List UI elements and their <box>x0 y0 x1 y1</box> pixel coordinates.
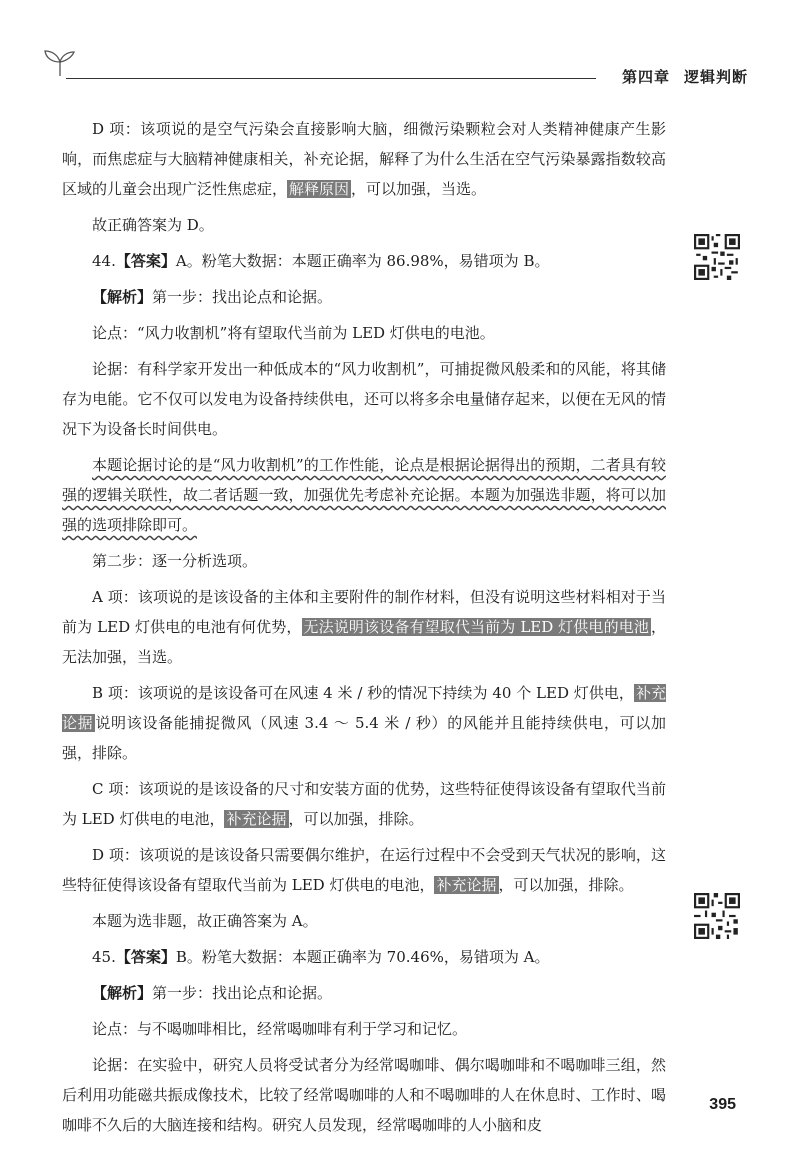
question-44-analysis: 【解析】第一步：找出论点和论据。 <box>92 288 333 306</box>
option-a: A 项：该项说的是该设备的主体和主要附件的制作材料，但没有说明这些材料相对于当前为 LED 灯供电的电池有何优势， 无法说明该设备有望取代当前为 LED 灯供电的电池 ，无法加强，当选。 <box>62 588 666 666</box>
answer-line: 故正确答案为 D。 <box>92 216 214 234</box>
argument-claim-45: 论点：与不喝咖啡相比，经常喝咖啡有利于学习和记忆。 <box>92 1020 468 1038</box>
qr-code-icon[interactable] <box>694 893 740 939</box>
page-header <box>0 0 800 100</box>
question-45-answer: 45.【答案】B。粉笔大数据：本题正确率为 70.46%，易错项为 A。 <box>92 948 550 966</box>
header-rule <box>66 78 596 79</box>
question-44-answer: 44.【答案】A。粉笔大数据：本题正确率为 86.98%，易错项为 B。 <box>92 252 550 270</box>
argument-evidence-45: 论据：在实验中，研究人员将受试者分为经常喝咖啡、偶尔喝咖啡和不喝咖啡三组，然后利用功能磁共振成像技术，比较了经常喝咖啡的人和不喝咖啡的人在休息时、工作时、喝咖啡不久后的大脑连接和结构。研究人员发现，经常喝咖啡的人小脑和皮 <box>62 1056 666 1134</box>
paragraph-d-option-prev: D 项：该项说的是空气污染会直接影响大脑，细微污染颗粒会对人类精神健康产生影响，而焦虑症与大脑精神健康相关，补充论据，解释了为什么生活在空气污染暴露指数较高区域的儿童会出现广泛性焦虑症， 解释原因 ，可以加强，当选。 <box>62 120 666 198</box>
sprout-icon <box>42 48 78 78</box>
highlight-tag: 无法说明该设备有望取代当前为 LED 灯供电的电池 <box>303 618 649 636</box>
highlight-tag: 补充论据 <box>436 876 497 894</box>
answer-line-44: 本题为选非题，故正确答案为 A。 <box>92 912 318 930</box>
chapter-title: 逻辑判断 <box>683 68 748 86</box>
chapter-number: 第四章 <box>621 68 670 86</box>
page-number: 395 <box>709 1096 736 1113</box>
highlight-tag: 补充论据 <box>62 684 666 732</box>
highlight-tag: 补充论据 <box>226 810 287 828</box>
option-d: D 项：该项说的是该设备只需要偶尔维护，在运行过程中不会受到天气状况的影响，这些特征使得该设备有望取代当前为 LED 灯供电的电池， 补充论据 ，可以加强，排除。 <box>62 846 666 894</box>
qr-code-icon[interactable] <box>694 234 740 280</box>
option-b: B 项：该项说的是该设备可在风速 4 米 / 秒的情况下持续为 40 个 LED 灯供电， 补充论据 说明该设备能捕捉微风（风速 3.4 ～ 5.4 米 / 秒）的风能并且能持续供电，可以加强，排除。 <box>62 684 666 762</box>
argument-evidence: 论据：有科学家开发出一种低成本的“风力收割机”，可捕捉微风般柔和的风能，将其储存为电能。它不仅可以发电为设备持续供电，还可以将多余电量储存起来，以便在无风的情况下为设备长时间供电。 <box>62 360 666 438</box>
option-c: C 项：该项说的是该设备的尺寸和安装方面的优势，这些特征使得该设备有望取代当前为 LED 灯供电的电池， 补充论据 ，可以加强，排除。 <box>62 780 666 828</box>
highlight-tag: 解释原因 <box>289 180 350 198</box>
chapter-heading <box>622 66 748 87</box>
argument-claim: 论点：“风力收割机”将有望取代当前为 LED 灯供电的电池。 <box>92 324 495 342</box>
page-body <box>62 114 666 1146</box>
wavy-note: 本题论据讨论的是“风力收割机”的工作性能，论点是根据论据得出的预期，二者具有较强的逻辑关联性，故二者话题一致，加强优先考虑补充论据。本题为加强选非题，将可以加强的选项排除即可。 <box>62 456 666 534</box>
step-two: 第二步：逐一分析选项。 <box>92 552 258 570</box>
question-45-analysis: 【解析】第一步：找出论点和论据。 <box>92 984 333 1002</box>
